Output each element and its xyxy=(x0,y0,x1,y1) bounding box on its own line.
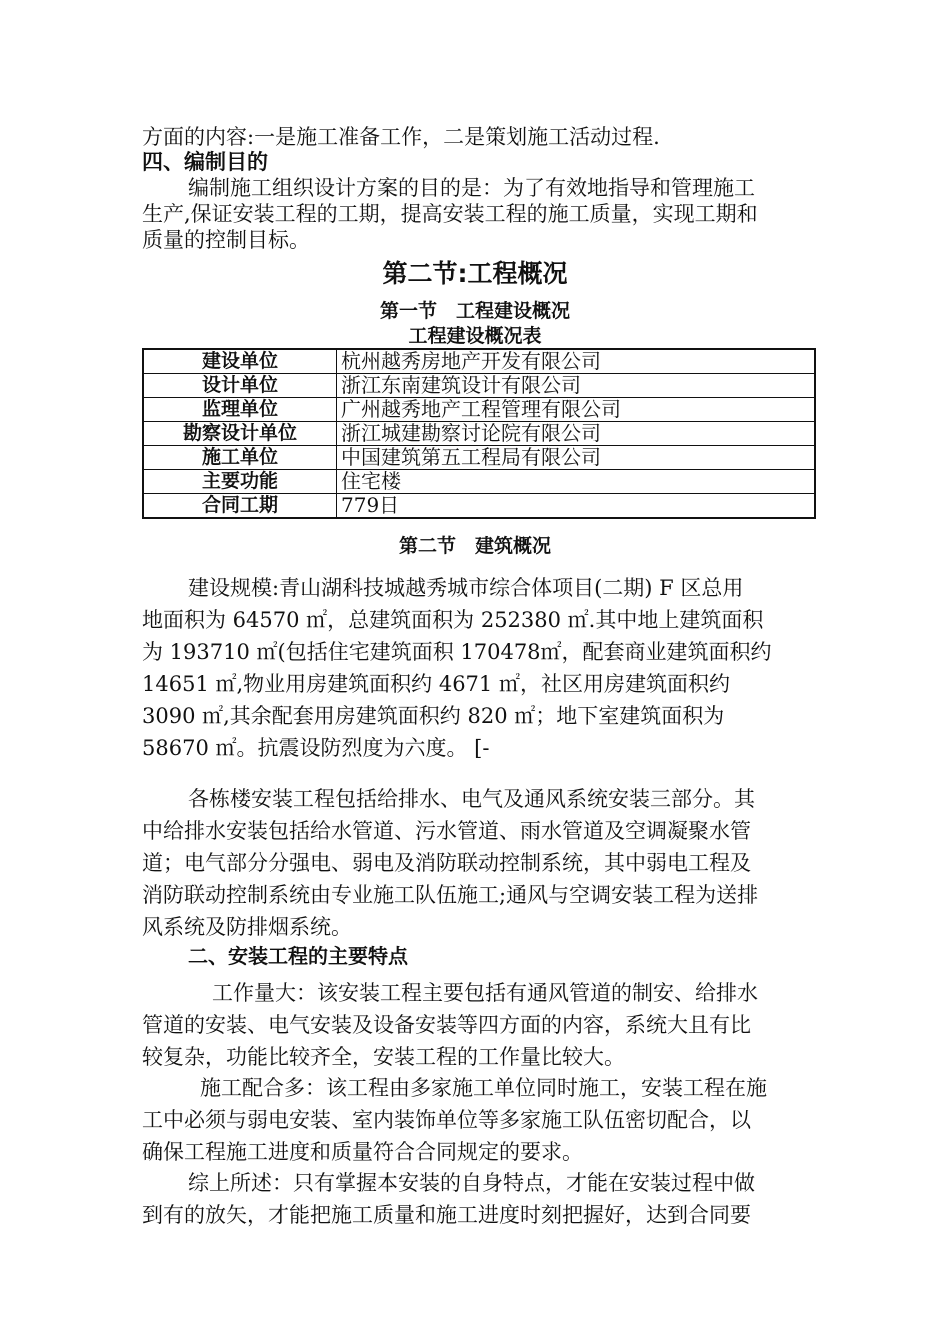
table-value: 浙江东南建筑设计有限公司 xyxy=(337,374,816,398)
table-key: 监理单位 xyxy=(143,398,337,422)
workload-line-3: 较复杂，功能比较齐全，安装工程的工作量比较大。 xyxy=(142,1045,625,1069)
table-row xyxy=(143,446,815,470)
workload-line-2: 管道的安装、电气安装及设备安装等四方面的内容，系统大且有比 xyxy=(142,1013,751,1037)
coordination-line-3: 确保工程施工进度和质量符合合同规定的要求。 xyxy=(142,1140,583,1164)
workload-line-1: 工作量大：该安装工程主要包括有通风管道的制安、给排水 xyxy=(212,981,758,1005)
table-row xyxy=(143,398,815,422)
table-key: 设计单位 xyxy=(143,374,337,398)
intro-line: 方面的内容:一是施工准备工作，二是策划施工活动过程. xyxy=(142,125,660,149)
purpose-line-1: 编制施工组织设计方案的目的是：为了有效地指导和管理施工 xyxy=(188,176,755,200)
subsection-title-2: 第二节 建筑概况 xyxy=(398,535,551,557)
table-row xyxy=(143,349,815,374)
table-title: 工程建设概况表 xyxy=(408,325,542,347)
table-row xyxy=(143,470,815,494)
scale-line-3: 为 193710 ㎡(包括住宅建筑面积 170478㎡，配套商业建筑面积约 xyxy=(142,640,772,664)
scale-line-5: 3090 ㎡,其余配套用房建筑面积约 820 ㎡；地下室建筑面积为 xyxy=(142,704,725,728)
summary-line-1: 综上所述：只有掌握本安装的自身特点，才能在安装过程中做 xyxy=(188,1171,755,1195)
purpose-line-3: 质量的控制目标。 xyxy=(142,228,310,252)
table-value: 779日 xyxy=(337,494,816,519)
table-value: 中国建筑第五工程局有限公司 xyxy=(337,446,816,470)
scale-line-4: 14651 ㎡,物业用房建筑面积约 4671 ㎡，社区用房建筑面积约 xyxy=(142,672,730,696)
summary-line-2: 到有的放矢，才能把施工质量和施工进度时刻把握好，达到合同要 xyxy=(142,1203,751,1227)
table-key: 建设单位 xyxy=(143,349,337,374)
heading-features: 二、安装工程的主要特点 xyxy=(188,944,408,968)
table-row xyxy=(143,494,815,519)
table-key: 主要功能 xyxy=(143,470,337,494)
subsection-title-1: 第一节 工程建设概况 xyxy=(379,300,570,322)
install-line-1: 各栋楼安装工程包括给排水、电气及通风系统安装三部分。其 xyxy=(188,787,755,811)
scale-line-1: 建设规模:青山湖科技城越秀城市综合体项目(二期) F 区总用 xyxy=(188,576,744,600)
install-line-2: 中给排水安装包括给水管道、污水管道、雨水管道及空调凝聚水管 xyxy=(142,819,751,843)
scale-line-6: 58670 ㎡。抗震设防烈度为六度。 [- xyxy=(142,736,490,760)
coordination-line-2: 工中必须与弱电安装、室内装饰单位等多家施工队伍密切配合，以 xyxy=(142,1108,751,1132)
table-key: 合同工期 xyxy=(143,494,337,519)
table-value: 杭州越秀房地产开发有限公司 xyxy=(337,349,816,374)
table-key: 勘察设计单位 xyxy=(143,422,337,446)
table-value: 住宅楼 xyxy=(337,470,816,494)
table-key: 施工单位 xyxy=(143,446,337,470)
table-value: 广州越秀地产工程管理有限公司 xyxy=(337,398,816,422)
scale-line-2: 地面积为 64570 ㎡，总建筑面积为 252380 ㎡.其中地上建筑面积 xyxy=(142,608,764,632)
table-row xyxy=(143,374,815,398)
coordination-line-1: 施工配合多：该工程由多家施工单位同时施工，安装工程在施 xyxy=(200,1076,767,1100)
purpose-line-2: 生产,保证安装工程的工期，提高安装工程的施工质量，实现工期和 xyxy=(142,202,758,226)
install-line-4: 消防联动控制系统由专业施工队伍施工;通风与空调安装工程为送排 xyxy=(142,883,759,907)
install-line-5: 风系统及防排烟系统。 xyxy=(142,915,352,939)
table-value: 浙江城建勘察讨论院有限公司 xyxy=(337,422,816,446)
table-row xyxy=(143,422,815,446)
section-title: 第二节:工程概况 xyxy=(382,259,568,288)
install-line-3: 道；电气部分分强电、弱电及消防联动控制系统，其中弱电工程及 xyxy=(142,851,751,875)
heading-purpose: 四、编制目的 xyxy=(142,150,268,174)
project-info-table xyxy=(142,348,816,519)
